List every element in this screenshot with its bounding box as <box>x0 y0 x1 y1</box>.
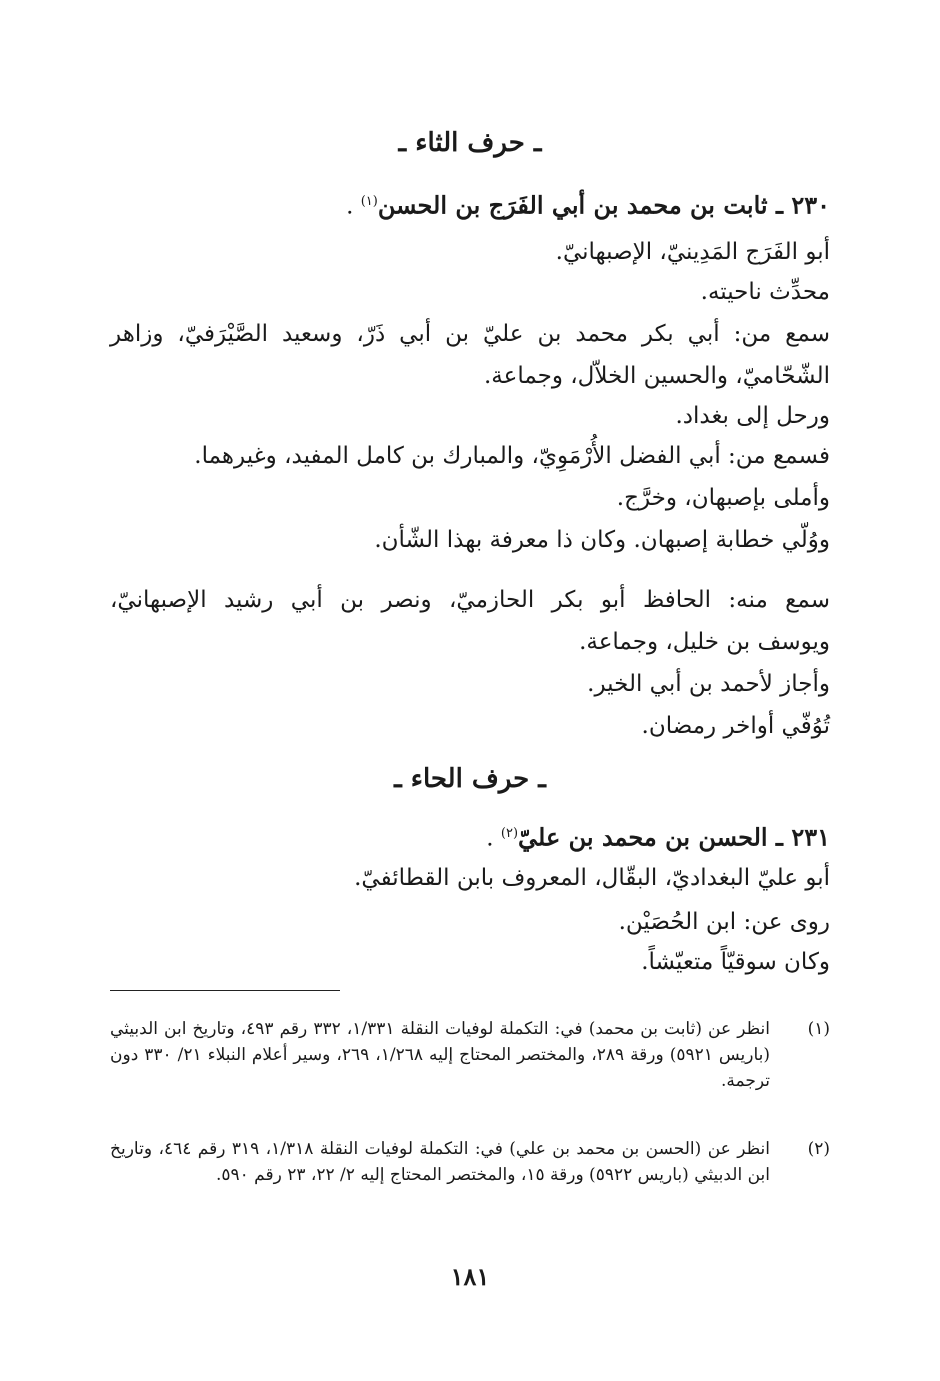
footnote-number: (٢) <box>807 1139 830 1159</box>
footnote-text: انظر عن (ثابت بن محمد) في: التكملة لوفيات النقلة ١/٣٣١، ٣٣٢ رقم ٤٩٣، وتاريخ ابن الدبيثي (باريس ٥٩٢١) ورقة ٢٨٩، والمختصر المحتاج إليه ١/٢٦٨، ٢٦٩، وسير أعلام النبلاء ٢١/ ٣٣٠ دون ترجمة. <box>110 1019 771 1091</box>
title-end: . <box>346 193 361 220</box>
entry-230-title <box>346 186 830 223</box>
entry-230-line: فسمع من: أبي الفضل الأُرْمَوِيّ، والمبارك بن كامل المفيد، وغيرهما. <box>194 443 830 469</box>
entry-231-line: وكان سوقيّاً متعيّشاً. <box>641 949 830 975</box>
entry-230-line: ويوسف بن خليل، وجماعة. <box>579 629 830 655</box>
footnote-separator <box>110 990 340 991</box>
footnote-ref: (٢) <box>500 826 519 841</box>
entry-230-line: سمع من: أبي بكر محمد بن عليّ بن أبي ذَرّ، وسعيد الصَّيْرَفيّ، وزاهر <box>110 321 830 347</box>
entry-230-line: وأجاز لأحمد بن أبي الخير. <box>587 671 830 697</box>
footnote-number: (١) <box>807 1019 830 1039</box>
footnote <box>110 1016 830 1094</box>
footnote-text: انظر عن (الحسن بن محمد بن علي) في: التكملة لوفيات النقلة ١/٣١٨، ٣١٩ رقم ٤٦٤، وتاريخ ابن الدبيثي (باريس ٥٩٢٢) ورقة ١٥، والمختصر المحتاج إليه ٢/ ٢٢، ٢٣ رقم ٥٩٠. <box>110 1139 770 1185</box>
section-heading-ha: ـ حرف الحاء ـ <box>394 764 546 794</box>
title-end: . <box>486 825 501 852</box>
entry-title-text: ٢٣١ ـ الحسن بن محمد بن عليّ <box>518 822 830 852</box>
entry-230-line: أبو الفَرَج المَدِينيّ، الإصبهانيّ. <box>555 239 830 265</box>
entry-230-line: سمع منه: الحافظ أبو بكر الحازميّ، ونصر بن أبي رشيد الإصبهانيّ، <box>110 587 830 613</box>
entry-title-text: ٢٣٠ ـ ثابت بن محمد بن أبي الفَرَج بن الحسن <box>377 190 830 220</box>
entry-230-line: ووُلّي خطابة إصبهان. وكان ذا معرفة بهذا الشّأن. <box>374 527 830 553</box>
entry-230-line: ورحل إلى بغداد. <box>675 403 830 429</box>
footnote <box>110 1136 830 1188</box>
entry-230-line: وأملى بإصبهان، وخرَّج. <box>616 485 830 511</box>
entry-231-line: روى عن: ابن الحُصَيْن. <box>618 909 830 935</box>
footnote-ref: (١) <box>360 194 378 209</box>
entry-230-line: تُوُفّي أواخر رمضان. <box>641 713 830 739</box>
entry-231-title <box>486 818 830 855</box>
page-number: ١٨١ <box>450 1262 490 1291</box>
entry-230-line: محدِّث ناحيته. <box>700 279 830 305</box>
entry-231-line: أبو عليّ البغداديّ، البقّال، المعروف بابن القطائفيّ. <box>354 865 830 891</box>
section-heading-tha: ـ حرف الثاء ـ <box>398 128 542 158</box>
entry-230-line: الشّحّاميّ، والحسين الخلاّل، وجماعة. <box>483 363 830 389</box>
